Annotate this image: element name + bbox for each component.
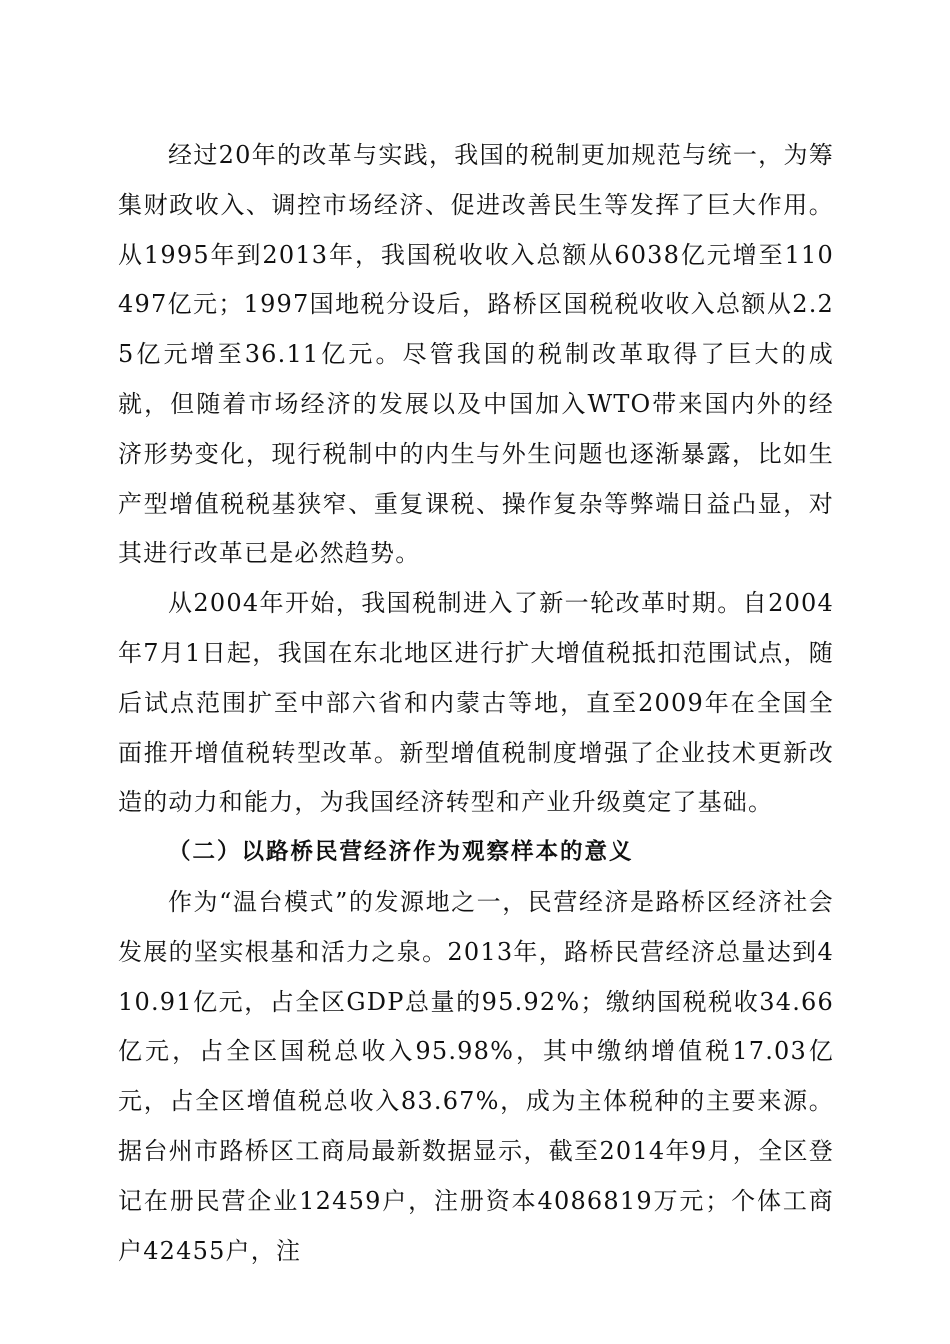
section-heading: （二）以路桥民营经济作为观察样本的意义 xyxy=(168,839,634,866)
paragraph-tax-reform-achievements: 经过20年的改革与实践，我国的税制更加规范与统一，为筹集财政收入、调控市场经济、促进改善民生等发挥了巨大作用。从1995年到2013年，我国税收收入总额从6038亿元增至110497亿元；1997国地税分设后，路桥区国税税收收入总额从2.25亿元增至36.11亿元。尽管我国的税制改革取得了巨大的成就，但随着市场经济的发展以及中国加入WTO带来国内外的经济形势变化，现行税制中的内生与外生问题也逐渐暴露，比如生产型增值税税基狭窄、重复课税、操作复杂等弊端日益凸显，对其进行改革已是必然趋势。 xyxy=(118,141,834,568)
paragraph-vat-reform-2004: 从2004年开始，我国税制进入了新一轮改革时期。自2004年7月1日起，我国在东北地区进行扩大增值税抵扣范围试点，随后试点范围扩至中部六省和内蒙古等地，直至2009年在全国全面推开增值税转型改革。新型增值税制度增强了企业技术更新改造的动力和能力，为我国经济转型和产业升级奠定了基础。 xyxy=(118,589,834,817)
document-body xyxy=(118,131,834,1276)
paragraph-luqiao-private-economy: 作为“温台模式”的发源地之一，民营经济是路桥区经济社会发展的坚实根基和活力之泉。2013年，路桥民营经济总量达到410.91亿元，占全区GDP总量的95.92%；缴纳国税税收34.66亿元，占全区国税总收入95.98%，其中缴纳增值税17.03亿元，占全区增值税总收入83.67%，成为主体税种的主要来源。据台州市路桥区工商局最新数据显示，截至2014年9月，全区登记在册民营企业12459户，注册资本4086819万元；个体工商户42455户，注 xyxy=(118,887,834,1265)
